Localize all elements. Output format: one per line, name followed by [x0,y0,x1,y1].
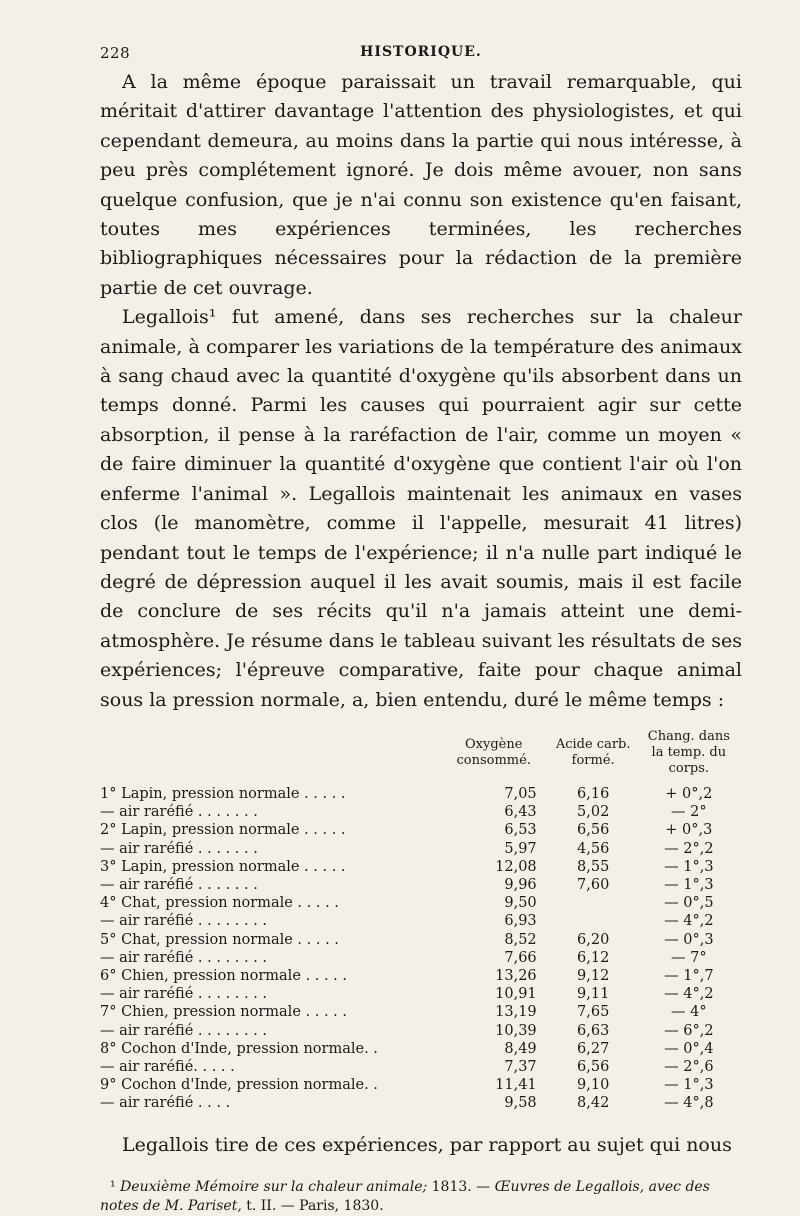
paragraph-1: A la même époque paraissait un travail remarquable, qui méritait d'attirer davantage l'attention des physiologistes, et qui cependant demeura, au moins dans la partie qui nous intéresse, à peu près complétement ignoré. Je dois même avouer, non sans quelque confusion, que je n'ai connu son existence qu'en faisant, toutes mes expériences terminées, les recherches bibliographiques nécessaires pour la rédaction de la première partie de cet ouvrage. [100,71,742,299]
row-temp-change: + 0°,3 [665,822,713,839]
row-temp-change: — 6°,2 [664,1022,714,1039]
footnote-marker: ¹ [110,1178,116,1195]
header-temp [636,729,742,785]
table-header-row [100,729,742,785]
row-oxygen: 12,08 [495,858,537,875]
running-head [100,42,742,68]
row-temp-change: — 0°,4 [664,1040,714,1057]
row-co2: 9,12 [577,967,610,984]
table-row [100,912,742,930]
row-co2: 8,55 [577,858,610,875]
row-co2: 6,27 [577,1040,610,1057]
row-label: 7° Chien, pression normale . . . . . [100,1004,347,1021]
footnote-works: Œuvres de Legallois, avec des notes de M. Pariset, [100,1178,710,1214]
header-label-spacer [100,729,451,785]
row-temp-change: — 1°,3 [664,858,714,875]
footnote-year: 1813. — [427,1178,495,1195]
row-oxygen: 8,52 [504,931,537,948]
row-temp-change: — 4°,2 [664,986,714,1003]
table-row [100,1040,742,1058]
row-temp-change: — 1°,7 [664,967,714,984]
header-temp-line2: la temp. du corps. [651,744,727,776]
table-row [100,931,742,949]
row-label: 6° Chien, pression normale . . . . . [100,967,347,984]
row-co2: 4,56 [577,840,610,857]
table-body [100,785,742,1113]
closing-paragraph: Legallois tire de ces expériences, par rapport au sujet qui nous [122,1133,732,1156]
table-row [100,967,742,985]
paragraph-2: Legallois¹ fut amené, dans ses recherches sur la chaleur animale, à comparer les variations de la température des animaux à sang chaud avec la quantité d'oxygène qu'ils absorbent dans un temps donné. Parmi les causes qui pourraient agir sur cette absorption, il pense à la raréfaction de l'air, comme un moyen « de faire diminuer la quantité d'oxygène que contient l'air où l'on enferme l'animal ». Legallois maintenait les animaux en vases clos (le manomètre, comme il l'appelle, mesurait 41 litres) pendant tout le temps de l'expérience; il n'a nulle part indiqué le degré de dépression auquel il les avait soumis, mais il est facile de conclure de ses récits qu'il n'a jamais atteint une demi-atmosphère. Je résume dans le tableau suivant les résultats de ses expériences; l'épreuve comparative, faite pour chaque animal sous la pression normale, a, bien entendu, duré le même temps : [100,306,742,711]
row-oxygen: 10,39 [495,1022,537,1039]
header-oxygen [451,729,551,785]
row-label: — air raréfié . . . . . . . . [100,986,268,1003]
row-oxygen: 7,05 [504,785,537,802]
row-label: 1° Lapin, pression normale . . . . . [100,785,346,802]
row-label: — air raréfié . . . . . . . [100,876,258,893]
row-label: 3° Lapin, pression normale . . . . . [100,858,346,875]
table-row [100,1076,742,1094]
row-temp-change: — 0°,3 [664,931,714,948]
row-label: — air raréfié . . . . . . . . [100,1022,268,1039]
row-oxygen: 7,66 [504,949,537,966]
table-row [100,821,742,839]
table-row [100,876,742,894]
table-row [100,894,742,912]
row-temp-change: — 2°,2 [664,840,714,857]
row-oxygen: 11,41 [495,1077,537,1094]
row-co2: 8,42 [577,1095,610,1112]
row-temp-change: — 4°,8 [664,1095,714,1112]
table-row [100,785,742,803]
header-co2 [551,729,636,785]
row-temp-change: — 0°,5 [664,895,714,912]
page [100,42,742,1216]
row-label: — air raréfié . . . . [100,1095,231,1112]
row-temp-change: — 2°,6 [664,1058,714,1075]
row-co2: 6,12 [577,949,610,966]
row-label: 8° Cochon d'Inde, pression normale. . [100,1040,378,1057]
table-row [100,840,742,858]
row-label: 4° Chat, pression normale . . . . . [100,895,339,912]
row-oxygen: 13,26 [495,967,537,984]
row-label: — air raréfié . . . . . . . . [100,949,268,966]
row-label: — air raréfié . . . . . . . . [100,913,268,930]
row-label: 2° Lapin, pression normale . . . . . [100,822,346,839]
row-oxygen: 6,53 [504,822,537,839]
row-co2: 6,56 [577,1058,610,1075]
row-co2: 9,11 [577,986,610,1003]
row-oxygen: 8,49 [504,1040,537,1057]
row-co2 [551,912,636,930]
table-row [100,858,742,876]
row-co2: 6,16 [577,785,610,802]
row-oxygen: 5,97 [504,840,537,857]
header-oxygen-line1: Oxygène [464,736,523,752]
table-row [100,803,742,821]
row-temp-change: — 2° [671,804,707,821]
table-row [100,949,742,967]
row-co2: 9,10 [577,1077,610,1094]
row-oxygen: 6,93 [504,913,537,930]
row-temp-change: — 1°,3 [664,876,714,893]
row-label: 9° Cochon d'Inde, pression normale. . [100,1077,378,1094]
row-co2: 6,20 [577,931,610,948]
footnote [100,1178,742,1216]
running-title: HISTORIQUE. [360,44,482,60]
table-row [100,1058,742,1076]
row-label: — air raréfié. . . . . [100,1058,235,1075]
header-temp-line1: Chang. dans [647,728,730,744]
table-row [100,985,742,1003]
row-oxygen: 6,43 [504,804,537,821]
row-temp-change: + 0°,2 [665,785,713,802]
footnote-rest: t. II. — Paris, 1830. [241,1197,384,1214]
row-temp-change: — 7° [671,949,707,966]
header-co2-line2: formé. [571,752,615,768]
row-oxygen: 9,50 [504,895,537,912]
results-table [100,729,742,1113]
row-oxygen: 13,19 [495,1004,537,1021]
row-temp-change: — 4° [671,1004,707,1021]
row-label: 5° Chat, pression normale . . . . . [100,931,339,948]
row-co2: 7,60 [577,876,610,893]
row-co2 [551,894,636,912]
table-row [100,1094,742,1112]
header-co2-line1: Acide carb. [555,736,631,752]
row-oxygen: 7,37 [504,1058,537,1075]
table-row [100,1022,742,1040]
header-oxygen-line2: consommé. [456,752,531,768]
row-oxygen: 9,96 [504,876,537,893]
row-label: — air raréfié . . . . . . . [100,840,258,857]
row-co2: 6,63 [577,1022,610,1039]
row-label: — air raréfié . . . . . . . [100,804,258,821]
row-oxygen: 10,91 [495,986,537,1003]
footnote-title: Deuxième Mémoire sur la chaleur animale; [120,1178,428,1195]
row-temp-change: — 4°,2 [664,913,714,930]
page-number: 228 [100,44,131,62]
table-row [100,1003,742,1021]
row-co2: 7,65 [577,1004,610,1021]
row-oxygen: 9,58 [504,1095,537,1112]
row-co2: 5,02 [577,804,610,821]
row-temp-change: — 1°,3 [664,1077,714,1094]
row-co2: 6,56 [577,822,610,839]
